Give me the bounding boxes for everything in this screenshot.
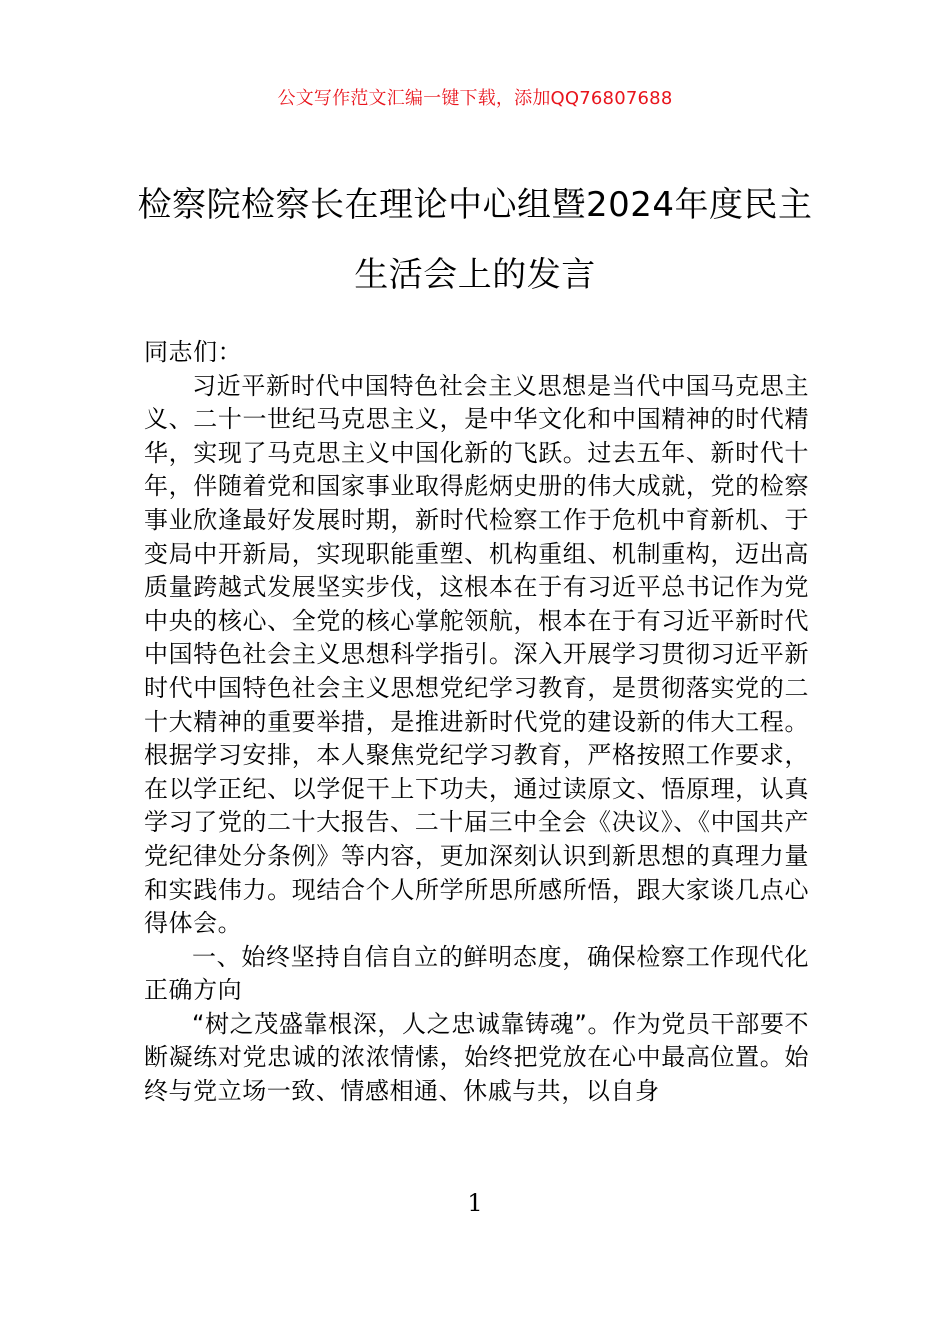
document-body bbox=[144, 336, 809, 1109]
body-paragraph: “树之茂盛靠根深，人之忠诚靠铸魂”。作为党员干部要不断凝练对党忠诚的浓浓情愫，始终把党放在心中最高位置。始终与党立场一致、情感相通、休戚与共，以自身 bbox=[144, 1009, 809, 1106]
page-number: 1 bbox=[467, 1189, 483, 1217]
section-heading: 一、始终坚持自信自立的鲜明态度，确保检察工作现代化正确方向 bbox=[144, 942, 809, 1005]
body-paragraph: 习近平新时代中国特色社会主义思想是当代中国马克思主义、二十一世纪马克思主义，是中华文化和中国精神的时代精华，实现了马克思主义中国化新的飞跃。过去五年、新时代十年，伴随着党和国家事业取得彪炳史册的伟大成就，党的检察事业欣逢最好发展时期，新时代检察工作于危机中育新机、于变局中开新局，实现职能重塑、机构重组、机制重构，迈出高质量跨越式发展坚实步伐，这根本在于有习近平总书记作为党中央的核心、全党的核心掌舵领航，根本在于有习近平新时代中国特色社会主义思想科学指引。深入开展学习贯彻习近平新时代中国特色社会主义思想党纪学习教育，是贯彻落实党的二十大精神的重要举措，是推进新时代党的建设新的伟大工程。根据学习安排，本人聚焦党纪学习教育，严格按照工作要求，在以学正纪、以学促干上下功夫，通过读原文、悟原理，认真学习了党的二十大报告、二十届三中全会《决议》、《中国共产党纪律处分条例》等内容，更加深刻认识到新思想的真理力量和实践伟力。现结合个人所学所思所感所悟，跟大家谈几点心得体会。 bbox=[144, 371, 809, 938]
promo-banner: 公文写作范文汇编一键下载，添加QQ76807688 bbox=[277, 88, 673, 109]
document-title: 检察院检察长在理论中心组暨2024年度民主生活会上的发言 bbox=[137, 185, 813, 295]
salutation: 同志们： bbox=[144, 338, 243, 366]
